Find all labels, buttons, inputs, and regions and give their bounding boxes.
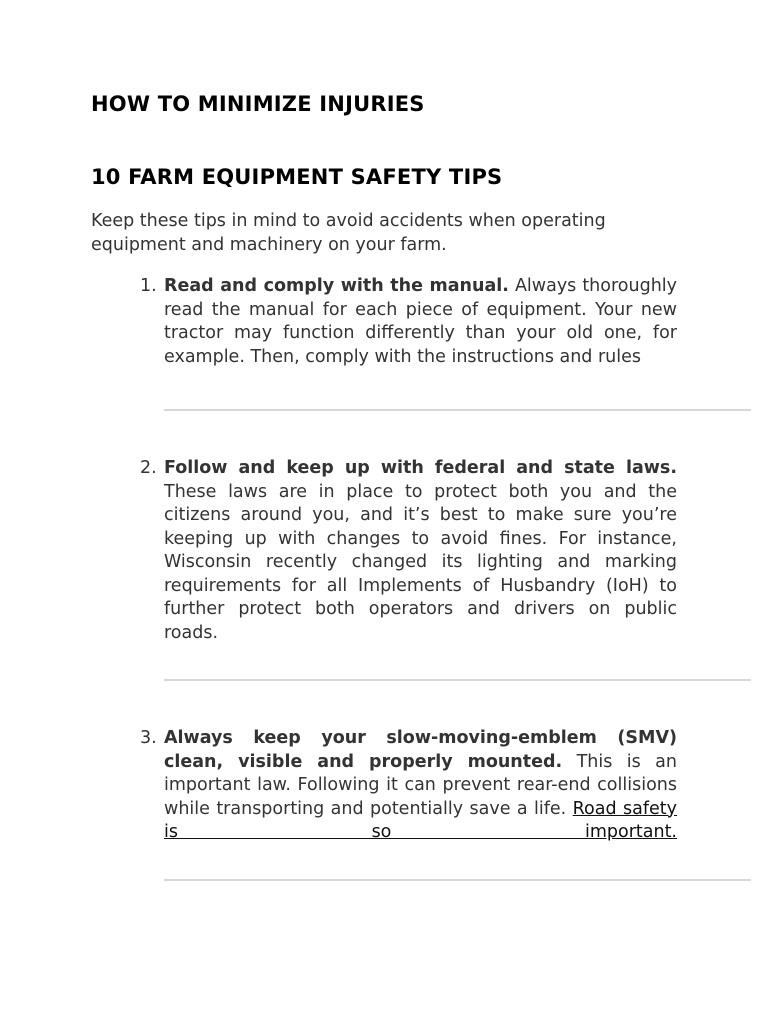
tip-number: 1. — [140, 276, 157, 296]
section-title: 10 FARM EQUIPMENT SAFETY TIPS — [91, 165, 503, 189]
intro-paragraph: Keep these tips in mind to avoid accidents when operating equipment and machinery on your farm. — [91, 211, 606, 255]
divider — [164, 409, 751, 411]
tip-title: Follow and keep up with federal and state laws. — [164, 458, 677, 478]
divider — [164, 879, 751, 881]
tip-title: Read and comply with the manual. — [164, 276, 509, 296]
tip-number: 2. — [140, 458, 157, 478]
tip-text: These laws are in place to protect both you and the citizens around you, and it’s best to make sure you’re keeping up with changes to avoid fines. For instance, Wisconsin recently changed its lighting and marking requirements for all Implements of Husbandry (IoH) to further protect both operators and drivers on public roads. — [164, 481, 677, 643]
tip-text: Always thoroughly read the manual for each piece of equipment. Your new tractor may function differently than your old one, for example. Then, comply with the instructions and rules — [164, 276, 678, 367]
divider — [164, 679, 751, 681]
tip-item-1 — [140, 275, 678, 369]
tip-title: Always keep your slow-moving-emblem (SMV) clean, visible and properly mounted. — [164, 728, 677, 772]
tip-number: 3. — [140, 728, 157, 748]
road-safety-link[interactable]: Road safety is so important. — [164, 798, 677, 842]
tip-text: This is an important law. Following it can prevent rear-end collisions while transporting and potentially save a life. — [164, 751, 677, 819]
tip-item-3 — [140, 727, 677, 845]
tip-item-2 — [140, 457, 677, 645]
page-title: HOW TO MINIMIZE INJURIES — [91, 92, 425, 116]
